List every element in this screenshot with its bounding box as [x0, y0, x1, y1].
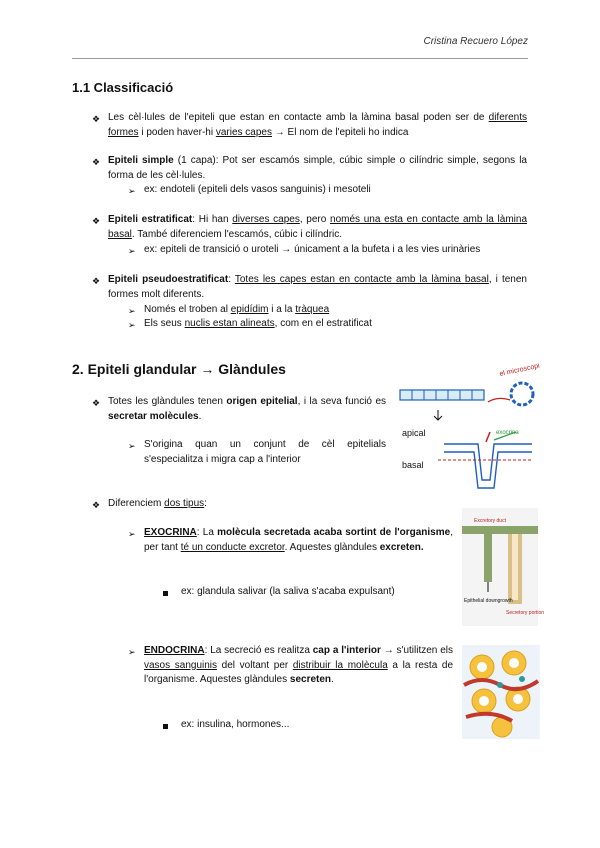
arrow-bullet-icon: ➢ [128, 246, 136, 256]
arrow-bullet-icon: ➢ [128, 529, 136, 539]
exocrine-gland-diagram [462, 508, 545, 626]
sketch-label-apical: apical [402, 428, 426, 438]
sketch-label-basal: basal [402, 460, 424, 470]
exocrine-paragraph: EXOCRINA: La molècula secretada acaba sortint de l'organisme, per tant té un conducte excretor. Aquestes glàndules excreten. [144, 527, 453, 553]
arrow-bullet-icon: ➢ [128, 441, 136, 451]
diamond-bullet-icon: ❖ [92, 398, 101, 408]
pseudo-sub-1: Només el troben al epidídim i a la tràquea [144, 304, 330, 315]
endocrine-gland-diagram [462, 645, 540, 739]
section-1-title: 1.1 Classificació [72, 80, 174, 95]
pseudo-sub-2: Els seus nuclis estan alineats, com en el estratificat [144, 318, 372, 329]
pseudo-paragraph: Epiteli pseudoestratificat: Totes les capes estan en contacte amb la làmina basal, i tenen formes molt diferents. [108, 274, 527, 300]
sketch-label-exocrina: exocrina [496, 430, 519, 436]
endocrine-paragraph: ENDOCRINA: La secreció es realitza cap a l'interior → s'utilitzen els vasos sanguinis del voltant per distribuir la molècula a la resta de l'organisme. Aquestes glàndules secreten. [144, 645, 454, 685]
diamond-bullet-icon: ❖ [92, 114, 101, 124]
gland-origin-sketch [398, 362, 541, 492]
section-2-title: 2. Epiteli glandular → Glàndules [72, 361, 286, 377]
glandular-paragraph: Totes les glàndules tenen origen epitelial, i la seva funció es secretar molècules. [108, 396, 387, 422]
simple-paragraph: Epiteli simple (1 capa): Pot ser escamós simple, cúbic simple o cilíndric simple, segons la forma de les cèl·lules. [108, 155, 527, 181]
endocrine-example: ex: insulina, hormones... [181, 719, 290, 730]
two-types-paragraph: Diferenciem dos tipus: [108, 498, 207, 509]
diamond-bullet-icon: ❖ [92, 500, 101, 510]
exocrine-label-secretory: Secretory portion [506, 610, 545, 616]
diamond-bullet-icon: ❖ [92, 216, 101, 226]
square-bullet-icon [163, 724, 168, 729]
sketch-label-microscope: el microscopi [498, 362, 541, 378]
header-divider [72, 58, 528, 59]
glandular-origin: S'origina quan un conjunt de cèl epitelials s'especialitza i migra cap a l'interior [144, 439, 386, 465]
arrow-bullet-icon: ➢ [128, 320, 136, 330]
exocrine-label-duct: Excretory duct [474, 518, 506, 524]
estratificat-paragraph: Epiteli estratificat: Hi han diverses capes, pero només una esta en contacte amb la làmina basal. També diferenciem l'escamós, cúbic i cilíndric. [108, 214, 528, 240]
estratificat-example: ex: epiteli de transició o uroteli → únicament a la bufeta i a les vies urinàries [144, 244, 481, 255]
diamond-bullet-icon: ❖ [92, 276, 101, 286]
exocrine-label-downgrowth: Epithelial downgrowth [464, 598, 513, 604]
arrow-bullet-icon: ➢ [128, 186, 136, 196]
arrow-bullet-icon: ➢ [128, 647, 136, 657]
arrow-bullet-icon: ➢ [128, 306, 136, 316]
square-bullet-icon [163, 591, 168, 596]
intro-paragraph: Les cèl·lules de l'epiteli que estan en contacte amb la làmina basal poden ser de diferents formes i poden haver-hi varies capes → El nom de l'epiteli ho indica [108, 112, 527, 138]
diamond-bullet-icon: ❖ [92, 157, 101, 167]
header-author: Cristina Recuero López [423, 36, 528, 47]
simple-example: ex: endoteli (epiteli dels vasos sanguinis) i mesoteli [144, 184, 371, 195]
exocrine-example: ex: glandula salivar (la saliva s'acaba expulsant) [181, 586, 395, 597]
